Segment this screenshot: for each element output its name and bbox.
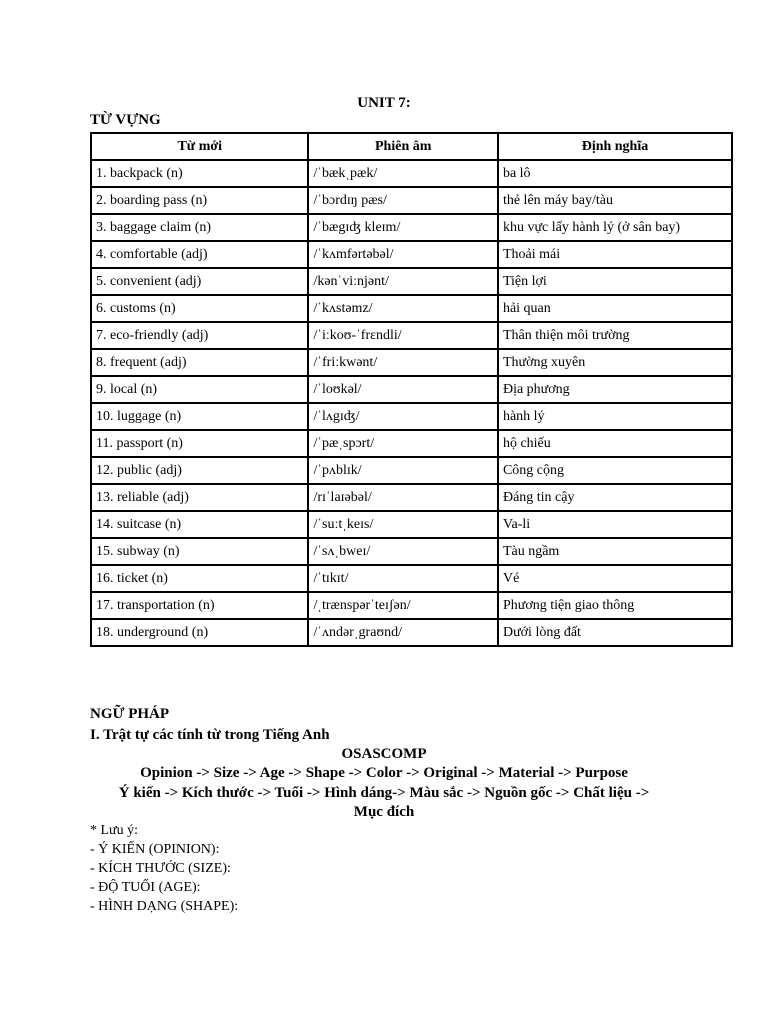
vocabulary-table-body xyxy=(91,160,732,646)
cell-pronunciation: /ˈiːkoʊ-ˈfrɛndli/ xyxy=(308,322,498,349)
cell-definition: Đáng tin cậy xyxy=(498,484,732,511)
table-row xyxy=(91,403,732,430)
cell-pronunciation: /kənˈviːnjənt/ xyxy=(308,268,498,295)
adjective-order-vietnamese-line2: Mục đích xyxy=(353,804,415,820)
table-row xyxy=(91,376,732,403)
cell-new-word: 6. customs (n) xyxy=(91,295,308,322)
table-row xyxy=(91,511,732,538)
acronym-line: OSASCOMP xyxy=(341,746,427,762)
table-row xyxy=(91,160,732,187)
cell-pronunciation: /ˌtrænspərˈteɪʃən/ xyxy=(308,592,498,619)
header-pronunciation: Phiên âm xyxy=(308,133,498,160)
header-new-word: Từ mới xyxy=(91,133,308,160)
cell-pronunciation: /ˈpʌblɪk/ xyxy=(308,457,498,484)
grammar-heading: NGỮ PHÁP xyxy=(90,706,170,722)
cell-pronunciation: /ˈbɔrdɪŋ pæs/ xyxy=(308,187,498,214)
cell-pronunciation: /ˈbægɪʤ kleɪm/ xyxy=(308,214,498,241)
table-row xyxy=(91,619,732,646)
cell-new-word: 1. backpack (n) xyxy=(91,160,308,187)
adjective-order-vietnamese-line1: Ý kiến -> Kích thước -> Tuổi -> Hình dáng-> Màu sắc -> Nguồn gốc -> Chất liệu -> xyxy=(118,785,650,801)
cell-pronunciation: /ˈloʊkəl/ xyxy=(308,376,498,403)
table-row xyxy=(91,214,732,241)
cell-definition: Thường xuyên xyxy=(498,349,732,376)
table-row xyxy=(91,322,732,349)
cell-pronunciation: /ˈbækˌpæk/ xyxy=(308,160,498,187)
cell-pronunciation: /ˈsuːtˌkeɪs/ xyxy=(308,511,498,538)
cell-new-word: 9. local (n) xyxy=(91,376,308,403)
cell-new-word: 8. frequent (adj) xyxy=(91,349,308,376)
table-row xyxy=(91,457,732,484)
cell-new-word: 12. public (adj) xyxy=(91,457,308,484)
vocabulary-table xyxy=(90,132,733,647)
cell-pronunciation: /ˈfriːkwənt/ xyxy=(308,349,498,376)
note-shape: - HÌNH DẠNG (SHAPE): xyxy=(90,899,239,914)
cell-new-word: 10. luggage (n) xyxy=(91,403,308,430)
note-age: - ĐỘ TUỔI (AGE): xyxy=(90,880,201,895)
cell-new-word: 2. boarding pass (n) xyxy=(91,187,308,214)
cell-pronunciation: /ˈkʌstəmz/ xyxy=(308,295,498,322)
cell-definition: Va-li xyxy=(498,511,732,538)
cell-new-word: 14. suitcase (n) xyxy=(91,511,308,538)
header-definition: Định nghĩa xyxy=(498,133,732,160)
cell-new-word: 15. subway (n) xyxy=(91,538,308,565)
cell-definition: Công cộng xyxy=(498,457,732,484)
cell-definition: Phương tiện giao thông xyxy=(498,592,732,619)
cell-new-word: 5. convenient (adj) xyxy=(91,268,308,295)
cell-pronunciation: /ˈpæˌspɔrt/ xyxy=(308,430,498,457)
cell-definition: Tàu ngầm xyxy=(498,538,732,565)
cell-pronunciation: /ˈsʌˌbweɪ/ xyxy=(308,538,498,565)
table-row xyxy=(91,349,732,376)
cell-new-word: 18. underground (n) xyxy=(91,619,308,646)
cell-new-word: 17. transportation (n) xyxy=(91,592,308,619)
cell-definition: hải quan xyxy=(498,295,732,322)
cell-definition: Dưới lòng đất xyxy=(498,619,732,646)
table-row xyxy=(91,592,732,619)
unit-title: UNIT 7: xyxy=(357,95,411,111)
cell-pronunciation: /ˈkʌmfərtəbəl/ xyxy=(308,241,498,268)
adjective-order-english: Opinion -> Size -> Age -> Shape -> Color -> Original -> Material -> Purpose xyxy=(140,765,628,781)
note-title: * Lưu ý: xyxy=(90,823,139,838)
table-row xyxy=(91,268,732,295)
table-row xyxy=(91,484,732,511)
cell-pronunciation: /ˈlʌgɪʤ/ xyxy=(308,403,498,430)
cell-definition: Tiện lợi xyxy=(498,268,732,295)
cell-new-word: 16. ticket (n) xyxy=(91,565,308,592)
cell-new-word: 13. reliable (adj) xyxy=(91,484,308,511)
cell-definition: Địa phương xyxy=(498,376,732,403)
cell-definition: Vé xyxy=(498,565,732,592)
table-row xyxy=(91,430,732,457)
note-opinion: - Ý KIẾN (OPINION): xyxy=(90,842,220,857)
cell-definition: hành lý xyxy=(498,403,732,430)
note-size: - KÍCH THƯỚC (SIZE): xyxy=(90,861,231,876)
table-header-row xyxy=(91,133,732,160)
cell-pronunciation: /ˈʌndərˌgraʊnd/ xyxy=(308,619,498,646)
cell-new-word: 7. eco-friendly (adj) xyxy=(91,322,308,349)
cell-definition: Thân thiện môi trường xyxy=(498,322,732,349)
table-row xyxy=(91,241,732,268)
cell-new-word: 11. passport (n) xyxy=(91,430,308,457)
cell-pronunciation: /rɪˈlaɪəbəl/ xyxy=(308,484,498,511)
cell-new-word: 3. baggage claim (n) xyxy=(91,214,308,241)
table-row xyxy=(91,538,732,565)
cell-definition: Thoải mái xyxy=(498,241,732,268)
vocabulary-heading: TỪ VỰNG xyxy=(90,112,161,128)
cell-definition: hộ chiếu xyxy=(498,430,732,457)
table-row xyxy=(91,565,732,592)
cell-definition: ba lô xyxy=(498,160,732,187)
cell-new-word: 4. comfortable (adj) xyxy=(91,241,308,268)
grammar-subheading: I. Trật tự các tính từ trong Tiếng Anh xyxy=(90,727,330,743)
cell-definition: khu vực lấy hành lý (ở sân bay) xyxy=(498,214,732,241)
cell-definition: thẻ lên máy bay/tàu xyxy=(498,187,732,214)
table-row xyxy=(91,295,732,322)
cell-pronunciation: /ˈtɪkɪt/ xyxy=(308,565,498,592)
table-row xyxy=(91,187,732,214)
